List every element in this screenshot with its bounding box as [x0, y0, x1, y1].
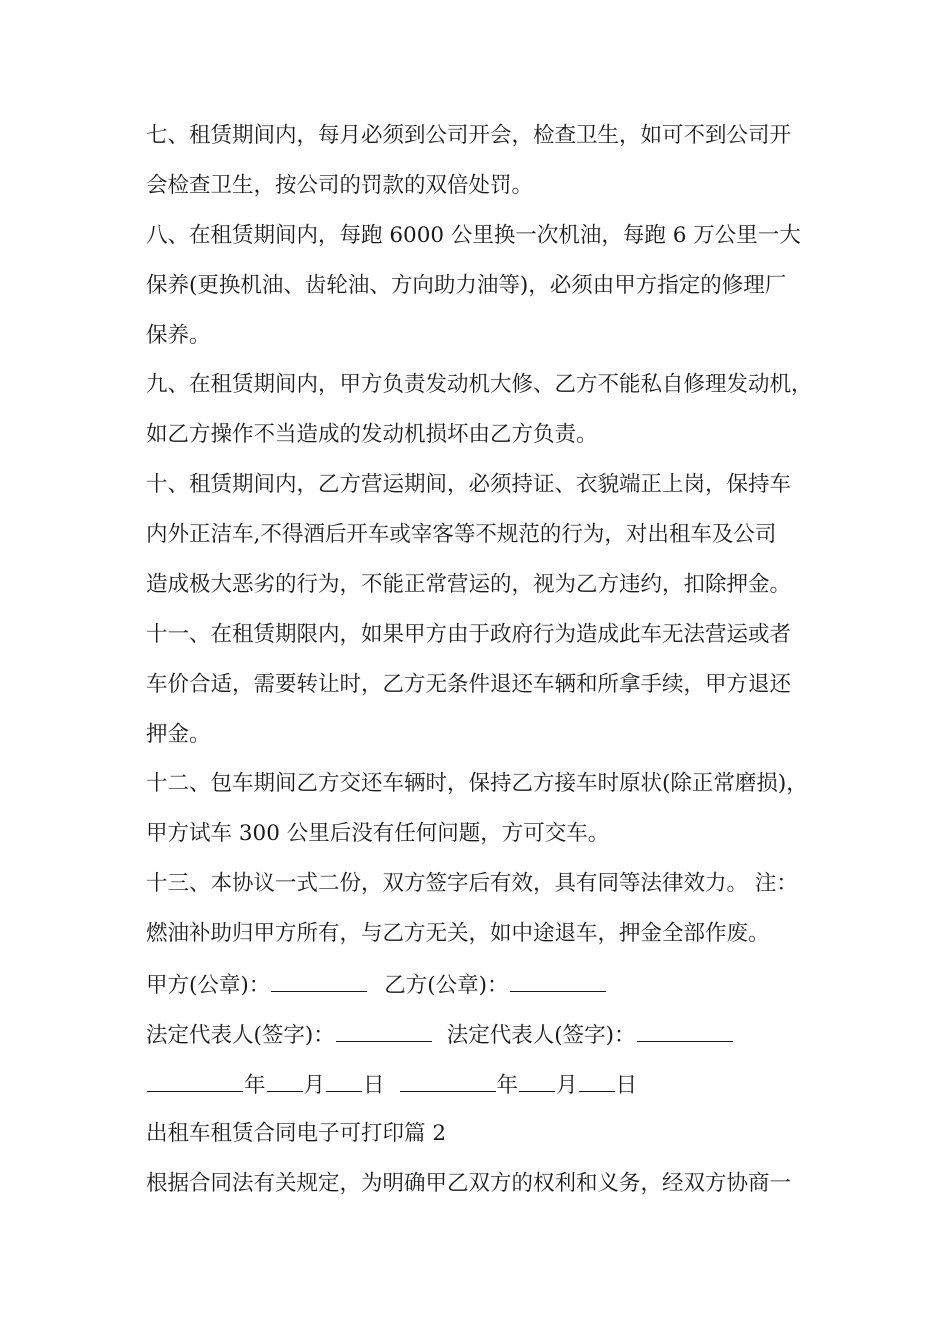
party-a-seal-label: 甲方(公章)：	[146, 973, 271, 998]
clause-8-line-2: 保养(更换机油、齿轮油、方向助力油等)，必须由甲方指定的修理厂	[146, 273, 787, 298]
party-a-seal-blank	[271, 969, 367, 992]
clause-8-line-1: 八、在租赁期间内，每跑 6000 公里换一次机油，每跑 6 万公里一大	[146, 223, 801, 248]
clause-10-line-1: 十、租赁期间内，乙方营运期间，必须持证、衣貌端正上岗，保持车	[146, 472, 792, 497]
clause-13-line-2: 燃油补助归甲方所有，与乙方无关，如中途退车，押金全部作废。	[146, 921, 770, 946]
rep-a-label: 法定代表人(签字)：	[146, 1023, 335, 1048]
party-b-seal-label: 乙方(公章)：	[384, 973, 509, 998]
rep-b-blank	[637, 1019, 733, 1042]
rep-b-label: 法定代表人(签字)：	[446, 1023, 636, 1048]
date-a-month-blank	[267, 1069, 303, 1092]
clause-11-line-2: 车价合适，需要转让时，乙方无条件退还车辆和所拿手续，甲方退还	[146, 672, 792, 697]
clause-9-line-1: 九、在租赁期间内，甲方负责发动机大修、乙方不能私自修理发动机，	[146, 372, 813, 397]
date-a-month-label: 月	[303, 1073, 326, 1098]
clause-13-line-1: 十三、本协议一式二份，双方签字后有效，具有同等法律效力。 注：	[146, 871, 798, 896]
party-b-seal-blank	[510, 969, 606, 992]
clause-10-line-2: 内外正洁车,不得酒后开车或宰客等不规范的行为，对出租车及公司	[146, 522, 777, 547]
section-title: 出租车租赁合同电子可打印篇 2	[146, 1121, 447, 1146]
date-b-day-blank	[579, 1069, 615, 1092]
date-a-year-label: 年	[244, 1073, 266, 1098]
clause-11-line-3: 押金。	[146, 722, 211, 747]
clause-7-line-1: 七、租赁期间内，每月必须到公司开会，检查卫生，如可不到公司开	[146, 123, 792, 148]
clause-11-line-1: 十一、在租赁期限内，如果甲方由于政府行为造成此车无法营运或者	[146, 622, 792, 647]
clause-7-line-2: 会检查卫生，按公司的罚款的双倍处罚。	[146, 173, 534, 198]
date-a-year-blank	[147, 1069, 243, 1092]
date-a-day-blank	[326, 1069, 362, 1092]
date-b-month-label: 月	[556, 1073, 578, 1098]
signature-seal-row	[146, 969, 816, 1001]
clause-12-line-1: 十二、包车期间乙方交还车辆时，保持乙方接车时原状(除正常磨损)，	[146, 771, 808, 796]
date-b-year-blank	[400, 1069, 496, 1092]
signature-rep-row	[146, 1019, 816, 1051]
clause-8-line-3: 保养。	[146, 323, 211, 348]
date-b-day-label: 日	[615, 1073, 638, 1098]
clause-9-line-2: 如乙方操作不当造成的发动机损坏由乙方负责。	[146, 422, 598, 447]
intro-line: 根据合同法有关规定，为明确甲乙双方的权利和义务，经双方协商一	[146, 1171, 792, 1196]
clause-10-line-3: 造成极大恶劣的行为，不能正常营运的，视为乙方违约，扣除押金。	[146, 572, 792, 597]
rep-a-blank	[336, 1019, 432, 1042]
date-a-day-label: 日	[363, 1073, 385, 1098]
signature-date-row	[146, 1069, 816, 1101]
clause-12-line-2: 甲方试车 300 公里后没有任何问题，方可交车。	[146, 821, 610, 846]
date-b-year-label: 年	[496, 1073, 519, 1098]
date-b-month-blank	[519, 1069, 555, 1092]
